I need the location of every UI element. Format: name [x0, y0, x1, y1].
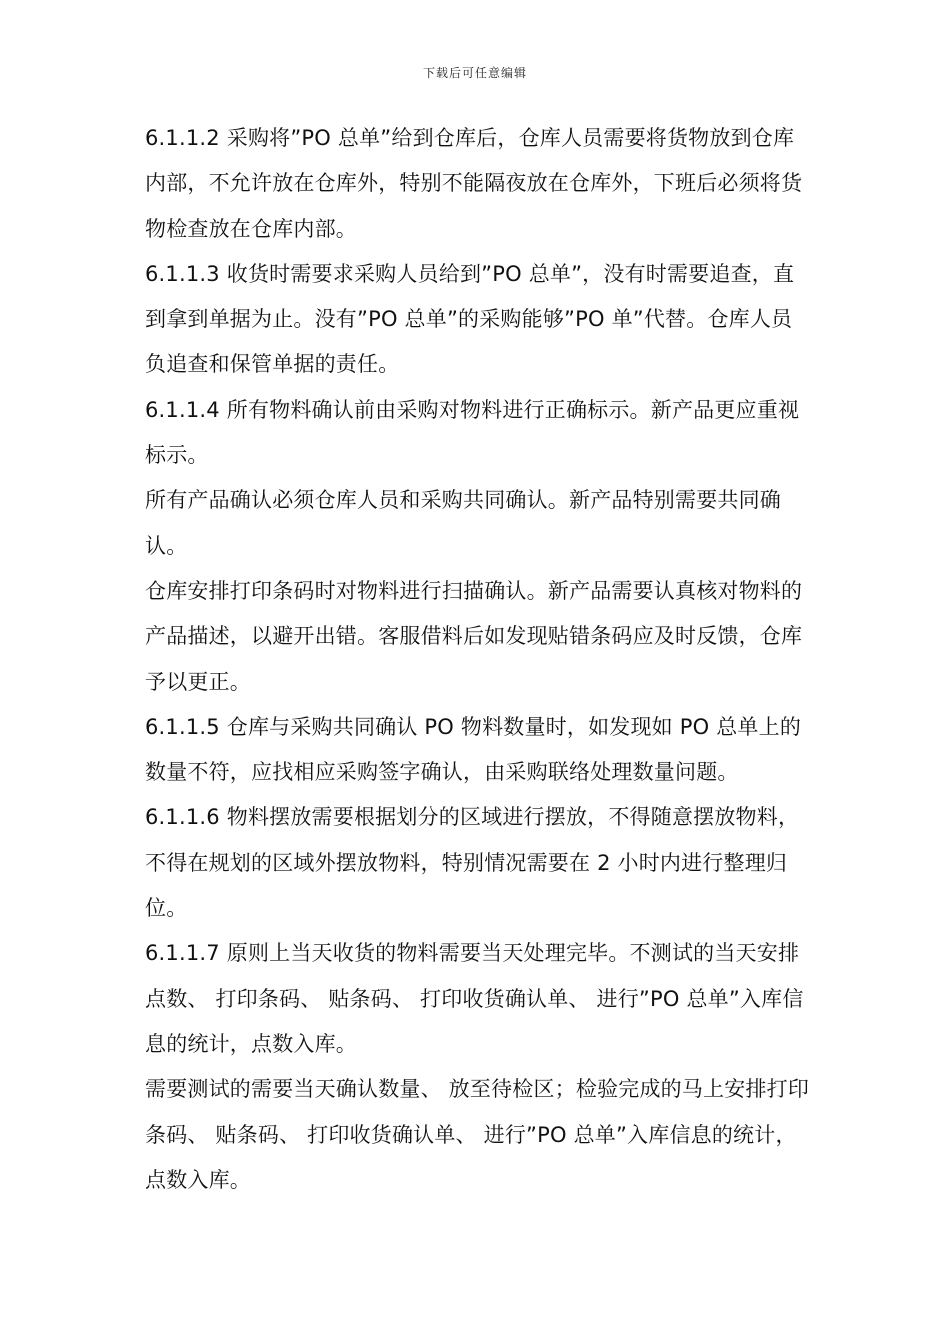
paragraph-testing-items: 需要测试的需要当天确认数量、 放至待检区；检验完成的马上安排打印条码、 贴条码、 打印收货确认单、 进行”PO 总单”入库信息的统计，点数入库。: [145, 1077, 810, 1192]
document-body: [145, 116, 810, 1203]
paragraph-6-1-1-3: 6.1.1.3 收货时需要求采购人员给到”PO 总单”，没有时需要追查，直到拿到单据为止。没有”PO 总单”的采购能够”PO 单”代替。仓库人员负追查和保管单据的责任。: [145, 261, 795, 377]
paragraph-6-1-1-4: 6.1.1.4 所有物料确认前由采购对物料进行正确标示。新产品更应重视标示。: [145, 397, 800, 468]
paragraph-barcode-printing: 仓库安排打印条码时对物料进行扫描确认。新产品需要认真核对物料的产品描述，以避开出错。客服借料后如发现贴错条码应及时反馈，仓库予以更正。: [145, 578, 803, 694]
paragraph-joint-confirmation: 所有产品确认必须仓库人员和采购共同确认。新产品特别需要共同确认。: [145, 488, 781, 558]
paragraph-6-1-1-6: 6.1.1.6 物料摆放需要根据划分的区域进行摆放，不得随意摆放物料，不得在规划的区域外摆放物料，特别情况需要在 2 小时内进行整理归位。: [145, 805, 800, 921]
page-header: 下载后可任意编辑: [422, 66, 527, 80]
paragraph-6-1-1-7: 6.1.1.7 原则上当天收货的物料需要当天处理完毕。不测试的当天安排点数、 打印条码、 贴条码、 打印收货确认单、 进行”PO 总单”入库信息的统计，点数入库。: [145, 941, 804, 1056]
paragraph-6-1-1-2: 6.1.1.2 采购将”PO 总单”给到仓库后，仓库人员需要将货物放到仓库内部，不允许放在仓库外，特别不能隔夜放在仓库外，下班后必须将货物检查放在仓库内部。: [145, 126, 803, 241]
paragraph-6-1-1-5: 6.1.1.5 仓库与采购共同确认 PO 物料数量时，如发现如 PO 总单上的数量不符，应找相应采购签字确认，由采购联络处理数量问题。: [145, 714, 802, 785]
